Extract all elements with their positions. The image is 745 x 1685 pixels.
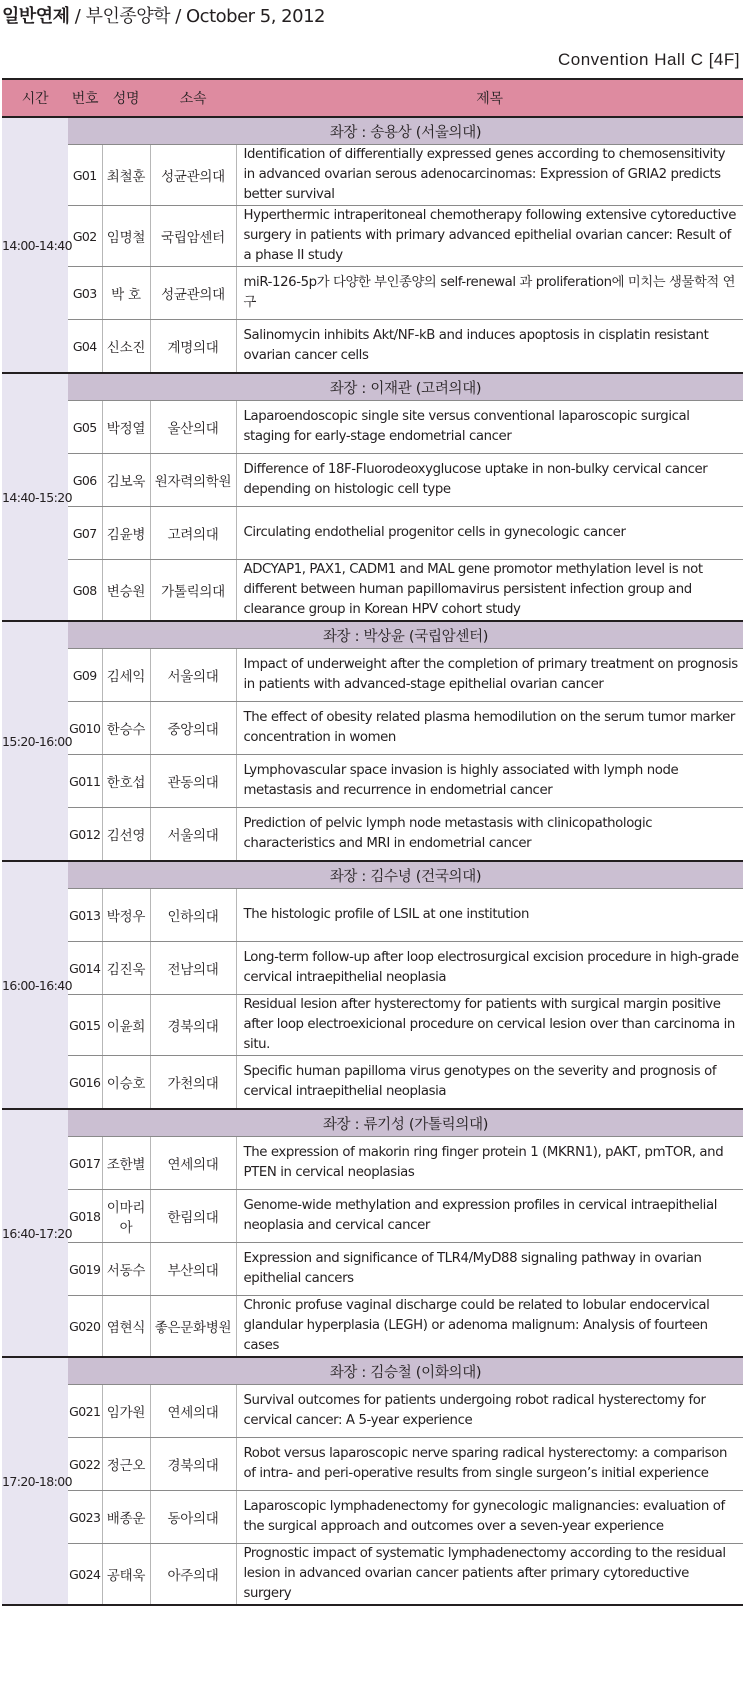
table-row	[2, 889, 743, 942]
presenter-affiliation: 동아의대	[150, 1491, 236, 1544]
table-row	[2, 401, 743, 454]
table-row	[2, 808, 743, 862]
program-table	[2, 78, 743, 1606]
session-chair: 좌장 : 김수녕 (건국의대)	[68, 861, 743, 889]
talk-code: G017	[68, 1137, 102, 1190]
table-row	[2, 1137, 743, 1190]
table-row	[2, 755, 743, 808]
presenter-name: 김진욱	[102, 942, 150, 995]
talk-code: G015	[68, 995, 102, 1056]
table-row	[2, 1243, 743, 1296]
talk-title: Salinomycin inhibits Akt/NF-kB and induces apoptosis in cisplatin resistant ovarian cancer cells	[236, 320, 743, 374]
presenter-affiliation: 관동의대	[150, 755, 236, 808]
presenter-affiliation: 원자력의학원	[150, 454, 236, 507]
session-time: 16:00-16:40	[2, 861, 68, 1109]
table-row	[2, 560, 743, 622]
session-chair-row	[2, 373, 743, 401]
presenter-affiliation: 성균관의대	[150, 267, 236, 320]
presenter-affiliation: 좋은문화병원	[150, 1296, 236, 1358]
talk-code: G020	[68, 1296, 102, 1358]
talk-title: Lymphovascular space invasion is highly associated with lymph node metastasis and recurrence in endometrial cancer	[236, 755, 743, 808]
presenter-name: 박정우	[102, 889, 150, 942]
talk-title: The effect of obesity related plasma hemodilution on the serum tumor marker concentration in women	[236, 702, 743, 755]
session-chair-row	[2, 1109, 743, 1137]
talk-code: G022	[68, 1438, 102, 1491]
page-title-bold: 일반연제	[2, 6, 70, 27]
table-row	[2, 1491, 743, 1544]
talk-code: G01	[68, 145, 102, 206]
session-time: 14:40-15:20	[2, 373, 68, 621]
table-row	[2, 1544, 743, 1606]
talk-title: The histologic profile of LSIL at one institution	[236, 889, 743, 942]
session-time: 16:40-17:20	[2, 1109, 68, 1357]
talk-code: G018	[68, 1190, 102, 1243]
column-header-time: 시간	[2, 79, 68, 117]
table-row	[2, 145, 743, 206]
session-time: 15:20-16:00	[2, 621, 68, 861]
presenter-name: 김윤병	[102, 507, 150, 560]
session-chair: 좌장 : 송용상 (서울의대)	[68, 117, 743, 145]
presenter-name: 공태욱	[102, 1544, 150, 1606]
talk-code: G013	[68, 889, 102, 942]
talk-title: Identification of differentially expressed genes according to chemosensitivity in advanced ovarian serous adenocarcinomas: Expression of GRIA2 predicts better survival	[236, 145, 743, 206]
talk-title: Impact of underweight after the completion of primary treatment on prognosis in patients with advanced-stage epithelial ovarian cancer	[236, 649, 743, 702]
session-chair: 좌장 : 이재관 (고려의대)	[68, 373, 743, 401]
talk-code: G012	[68, 808, 102, 862]
talk-title: The expression of makorin ring finger protein 1 (MKRN1), pAKT, pmTOR, and PTEN in cervical neoplasias	[236, 1137, 743, 1190]
presenter-affiliation: 전남의대	[150, 942, 236, 995]
talk-title: Laparoscopic lymphadenectomy for gynecologic malignancies: evaluation of the surgical approach and outcomes over a seven-year experience	[236, 1491, 743, 1544]
presenter-name: 이승호	[102, 1056, 150, 1110]
presenter-name: 이윤희	[102, 995, 150, 1056]
presenter-affiliation: 한림의대	[150, 1190, 236, 1243]
table-row	[2, 1296, 743, 1358]
presenter-affiliation: 가천의대	[150, 1056, 236, 1110]
talk-code: G04	[68, 320, 102, 374]
presenter-affiliation: 가톨릭의대	[150, 560, 236, 622]
session-chair: 좌장 : 류기성 (가톨릭의대)	[68, 1109, 743, 1137]
talk-code: G06	[68, 454, 102, 507]
session-chair: 좌장 : 김승철 (이화의대)	[68, 1357, 743, 1385]
talk-title: Survival outcomes for patients undergoing robot radical hysterectomy for cervical cancer: A 5-year experience	[236, 1385, 743, 1438]
talk-title: Chronic profuse vaginal discharge could be related to lobular endocervical glandular hyperplasia (LEGH) or adenoma malignum: Analysis of fourteen cases	[236, 1296, 743, 1358]
talk-code: G024	[68, 1544, 102, 1606]
column-header-name: 성명	[102, 79, 150, 117]
talk-title: Circulating endothelial progenitor cells in gynecologic cancer	[236, 507, 743, 560]
presenter-affiliation: 경북의대	[150, 995, 236, 1056]
presenter-name: 최철훈	[102, 145, 150, 206]
talk-code: G011	[68, 755, 102, 808]
talk-code: G019	[68, 1243, 102, 1296]
presenter-name: 한호섭	[102, 755, 150, 808]
talk-title: Laparoendoscopic single site versus conventional laparoscopic surgical staging for early-stage endometrial cancer	[236, 401, 743, 454]
session-time: 17:20-18:00	[2, 1357, 68, 1605]
table-header-row	[2, 79, 743, 117]
talk-title: Residual lesion after hysterectomy for patients with surgical margin positive after loop electroexicional procedure on cervical lesion over than carcinoma in situ.	[236, 995, 743, 1056]
presenter-affiliation: 성균관의대	[150, 145, 236, 206]
presenter-name: 박정열	[102, 401, 150, 454]
presenter-name: 정근오	[102, 1438, 150, 1491]
presenter-affiliation: 인하의대	[150, 889, 236, 942]
table-body	[2, 117, 743, 1605]
talk-title: ADCYAP1, PAX1, CADM1 and MAL gene promotor methylation level is not different between human papillomavirus persistent infection group and clearance group in Korean HPV cohort study	[236, 560, 743, 622]
presenter-affiliation: 울산의대	[150, 401, 236, 454]
presenter-affiliation: 중앙의대	[150, 702, 236, 755]
table-row	[2, 942, 743, 995]
talk-code: G016	[68, 1056, 102, 1110]
presenter-affiliation: 서울의대	[150, 649, 236, 702]
presenter-name: 변승원	[102, 560, 150, 622]
session-chair-row	[2, 621, 743, 649]
presenter-name: 염현식	[102, 1296, 150, 1358]
presenter-affiliation: 아주의대	[150, 1544, 236, 1606]
presenter-affiliation: 계명의대	[150, 320, 236, 374]
table-row	[2, 454, 743, 507]
presenter-affiliation: 연세의대	[150, 1137, 236, 1190]
presenter-name: 서동수	[102, 1243, 150, 1296]
talk-code: G014	[68, 942, 102, 995]
table-row	[2, 267, 743, 320]
presenter-name: 조한별	[102, 1137, 150, 1190]
presenter-name: 신소진	[102, 320, 150, 374]
presenter-name: 임가원	[102, 1385, 150, 1438]
talk-title: miR-126-5p가 다양한 부인종양의 self-renewal 과 proliferation에 미치는 생물학적 연구	[236, 267, 743, 320]
table-row	[2, 649, 743, 702]
table-row	[2, 1190, 743, 1243]
table-row	[2, 1438, 743, 1491]
table-row	[2, 507, 743, 560]
session-chair: 좌장 : 박상윤 (국립암센터)	[68, 621, 743, 649]
session-chair-row	[2, 117, 743, 145]
talk-title: Genome-wide methylation and expression profiles in cervical intraepithelial neoplasia and cervical cancer	[236, 1190, 743, 1243]
talk-title: Specific human papilloma virus genotypes on the severity and prognosis of cervical intraepithelial neoplasia	[236, 1056, 743, 1110]
presenter-name: 김세익	[102, 649, 150, 702]
presenter-affiliation: 고려의대	[150, 507, 236, 560]
presenter-name: 배종운	[102, 1491, 150, 1544]
session-chair-row	[2, 861, 743, 889]
talk-title: Robot versus laparoscopic nerve sparing radical hysterectomy: a comparison of intra- and peri-operative results from single surgeon’s initial experience	[236, 1438, 743, 1491]
column-header-title: 제목	[236, 79, 743, 117]
talk-code: G05	[68, 401, 102, 454]
talk-code: G08	[68, 560, 102, 622]
table-row	[2, 702, 743, 755]
page-title-subtitle: / 부인종양학 / October 5, 2012	[69, 6, 325, 27]
presenter-affiliation: 부산의대	[150, 1243, 236, 1296]
talk-code: G010	[68, 702, 102, 755]
column-header-code: 번호	[68, 79, 102, 117]
session-time: 14:00-14:40	[2, 117, 68, 373]
talk-code: G09	[68, 649, 102, 702]
table-row	[2, 1385, 743, 1438]
presenter-name: 김보욱	[102, 454, 150, 507]
venue-label: Convention Hall C [4F]	[557, 50, 740, 69]
presenter-affiliation: 국립암센터	[150, 206, 236, 267]
talk-title: Prediction of pelvic lymph node metastasis with clinicopathologic characteristics and MRI in endometrial cancer	[236, 808, 743, 862]
table-row	[2, 995, 743, 1056]
table-row	[2, 206, 743, 267]
table-row	[2, 320, 743, 374]
presenter-affiliation: 서울의대	[150, 808, 236, 862]
talk-code: G023	[68, 1491, 102, 1544]
talk-title: Prognostic impact of systematic lymphadenectomy according to the residual lesion in advanced ovarian cancer patients after primary cytoreductive surgery	[236, 1544, 743, 1606]
talk-code: G07	[68, 507, 102, 560]
talk-title: Long-term follow-up after loop electrosurgical excision procedure in high-grade cervical intraepithelial neoplasia	[236, 942, 743, 995]
presenter-name: 한승수	[102, 702, 150, 755]
talk-code: G02	[68, 206, 102, 267]
page-title	[2, 2, 325, 28]
session-chair-row	[2, 1357, 743, 1385]
presenter-name: 이마리아	[102, 1190, 150, 1243]
talk-title: Difference of 18F-Fluorodeoxyglucose uptake in non-bulky cervical cancer depending on histologic cell type	[236, 454, 743, 507]
column-header-affiliation: 소속	[150, 79, 236, 117]
presenter-name: 박 호	[102, 267, 150, 320]
page-header	[0, 0, 745, 40]
talk-code: G03	[68, 267, 102, 320]
talk-code: G021	[68, 1385, 102, 1438]
presenter-name: 김선영	[102, 808, 150, 862]
presenter-name: 임명철	[102, 206, 150, 267]
talk-title: Expression and significance of TLR4/MyD88 signaling pathway in ovarian epithelial cancers	[236, 1243, 743, 1296]
talk-title: Hyperthermic intraperitoneal chemotherapy following extensive cytoreductive surgery in patients with primary advanced epithelial ovarian cancer: Result of a phase II study	[236, 206, 743, 267]
presenter-affiliation: 연세의대	[150, 1385, 236, 1438]
presenter-affiliation: 경북의대	[150, 1438, 236, 1491]
table-row	[2, 1056, 743, 1110]
